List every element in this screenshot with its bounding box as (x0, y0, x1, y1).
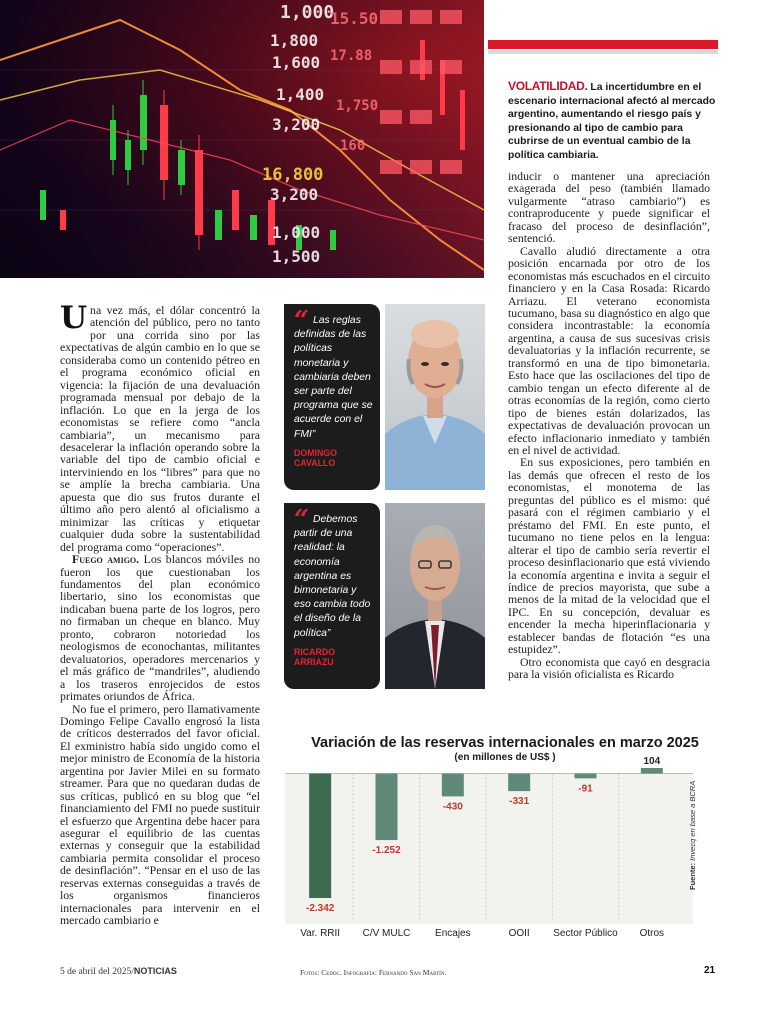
quote-author (294, 448, 374, 468)
chart-category-label: Otros (639, 928, 665, 939)
chart-category-label: Sector Público (553, 928, 618, 939)
ticker-4: 1,600 (272, 53, 321, 72)
footer-credits: Fotos: Cedoc. Infografía: Fernando San Martín. (300, 968, 447, 977)
chart-category-label: C/V MULC (362, 928, 411, 939)
article-column-right (508, 170, 710, 681)
ticker-1: 1,000 (280, 2, 335, 23)
magazine-brand: NOTICIAS (133, 966, 177, 976)
chart-bar (376, 774, 398, 841)
ticker-9: 1,500 (272, 247, 321, 266)
source-text: Invecq en base a BCRA (688, 780, 697, 863)
article-paragraph (60, 553, 260, 702)
chart-subtitle: (en millones de US$ ) (454, 752, 556, 763)
quote-text (294, 505, 374, 641)
ticker-6: 16,800 (262, 165, 324, 185)
chart-category-label: Var. RRII (300, 928, 341, 939)
ticker-8: 1,000 (272, 223, 321, 242)
chart-bar (641, 768, 663, 774)
issue-date: 5 de abril del 2025/ (60, 967, 134, 977)
paragraph-text: Los blancos móviles no fueron los que cuestionaban los fundamentos del plan económico libertario, sino los economistas que indicaban buena parte de los logros, pero no firmaban un cheque en blanco. Muy pronto, cobraron notoriedad los neologismos de econochantas, militantes devaluatorios, operadores mercenarios y el más gráfico de “mandriles”, aludiendo a los traseros enrojecidos de estos primates oriundos de África. (60, 552, 260, 704)
caption-keyword: VOLATILIDAD. (508, 79, 588, 93)
chart-value-label: -1.252 (372, 845, 401, 857)
chart-value-label: -430 (442, 801, 463, 813)
chart-category-label: OOII (508, 928, 530, 939)
article-paragraph: Cavallo aludió directamente a otra posición encarnada por otro de los economistas más escuchados en el circuito financiero y en la Casa Rosada: Ricardo Arriazu. El veterano economista tucumano, basa su diagnóstico en algo que considera incontrastable: la economía argentina, a causa de sus sucesivas crisis devaluatorias y la inflación recurrente, se transformó en una de tipo bimonetaria. Esto hace que las oscilaciones del tipo de cambio tengan un efecto diferente al de otras economías de la región, como cierto tipo de bienes están dolarizados, las expectativas de devaluación provocan un efecto inflacionario inmediato y también en el nivel de actividad. (508, 243, 710, 457)
portrait-arriazu-photo (385, 503, 485, 689)
chart-source (688, 781, 697, 890)
source-lead: Fuente: (688, 862, 697, 890)
quote-mark-icon: “ (294, 306, 309, 336)
article-paragraph: No fue el primero, pero llamativamente Domingo Felipe Cavallo engrosó la lista de críticos desterrados del favor oficial. El exministro había sido ungido como el mejor ministro de Economía de la historia argentina por Javier Milei en su formato streamer. Para que no quedaran dudas de sus críticas, publicó en su blog que “el financiamiento del FMI no puede sustituir el esfuerzo que Argentina debe hacer para asegurar el equilibrio de las cuentas externas y conseguir que la estabilidad cambiaria permita consolidar el proceso de desinflación”. “Pensar en el uso de las reservas externas conseguidas a través de los organismos financieros internacionales para intervenir en el mercado cambiario e (60, 701, 260, 928)
article-paragraph: inducir o mantener una apreciación exagerada del peso (también llamado vulgarmente “atraso cambiario”) es contraproducente y puede significar el fracaso del proceso de desinflación”, sentenció. (508, 169, 710, 246)
author-first-name: DOMINGO (294, 447, 338, 458)
article-column-left (60, 300, 260, 928)
footer-date (60, 966, 177, 977)
paragraph-text: na vez más, el dólar concentró la atención del público, pero no tanto por una corrida sino por las expectativas de algún cambio en lo que se consideraba como un contenido pétreo en el programa económico oficial en vigencia: la fijación de una devaluación programada mensual por debajo de la inflación. Lo que en la jerga de los economistas se refiere como “ancla cambiaria”, un mecanismo para desacelerar la inflación operando sobre la variable del tipo de cambio oficial e interviniendo en los “libres” para que no se amplíe la brecha cambiaria. Una apuesta que dio sus frutos durante el último año pero alentó al oficialismo a minimizar las críticas y etiquetar cualquier duda sobre la sustentabilidad del programa como “operaciones”. (60, 303, 260, 554)
ticker-3: 1,800 (270, 31, 319, 50)
ticker-13: 1,750 (336, 98, 379, 114)
photo-caption (508, 80, 718, 163)
chart-bar (508, 774, 530, 792)
candlestick-illustration (0, 0, 484, 278)
article-paragraph (60, 300, 260, 554)
pull-quote-arriazu (284, 503, 380, 689)
portrait-cavallo-photo (385, 304, 485, 490)
chart-bar (442, 774, 464, 797)
ticker-7: 3,200 (270, 185, 319, 204)
chart-bar (309, 774, 331, 898)
drop-cap: U (60, 300, 88, 336)
article-paragraph: Otro economista que cayó en desgracia para la visión oficialista es Ricardo (508, 654, 710, 682)
chart-value-label: -331 (509, 796, 530, 808)
chart-plot-area (285, 774, 693, 924)
quote-author (294, 647, 374, 667)
ticker-2: 15.50 (330, 9, 379, 28)
page-number: 21 (704, 965, 716, 976)
quote-body: Las reglas definidas de las políticas monetaria y cambiaria deben ser parte del programa que se acuerde con el FMI” (294, 315, 373, 440)
author-last-name: CAVALLO (294, 457, 336, 468)
chart-value-label: -91 (578, 783, 593, 795)
chart-category-label: Encajes (435, 928, 471, 939)
chart-value-label: -2.342 (305, 903, 335, 914)
ticker-5: 3,200 (272, 115, 321, 134)
quote-body: Debemos partir de una realidad: la economía argentina es bimonetaria y eso cambia todo el diseño de la política” (294, 514, 371, 639)
gray-accent-rule (488, 50, 718, 54)
pull-quote-cavallo (284, 304, 380, 490)
chart-title: Variación de las reservas internacionales en marzo 2025 (311, 735, 699, 751)
ticker-10: 1,400 (276, 85, 325, 104)
quote-text (294, 306, 374, 442)
quote-mark-icon: “ (294, 505, 309, 535)
ticker-11: 17.88 (330, 48, 373, 64)
section-lead: Fuego amigo. (72, 552, 140, 567)
author-last-name: ARRIAZU (294, 656, 334, 667)
ticker-12: 160 (340, 138, 366, 154)
hero-stock-chart-image (0, 0, 484, 278)
article-paragraph: En sus exposiciones, pero también en las demás que ofrecen el resto de los economistas, el monotema de las preguntas del público es el mismo: qué pasará con el régimen cambiario y el préstamo del FMI. En este punto, el tucumano no tiene pelos en la lengua: alterar el tipo de cambio sería revertir el proceso desinflacionario que está viviendo la economía argentina e invita a seguir el índice de precios mayorista, que sube a menos de la mitad de la velocidad que el IPC. En su concepción, devaluar es encender la mecha hiperinflacionaria y establecer bandas de flotación “es una estupidez”. (508, 455, 710, 657)
author-first-name: RICARDO (294, 646, 336, 657)
chart-bar (575, 774, 597, 779)
chart-value-label: 104 (643, 756, 661, 767)
caption-text: La incertidumbre en el escenario internacional afectó al mercado argentino, aumentando el riesgo país y presionando al tipo de cambio para cubrirse de un eventual cambio de la política cambiaria. (508, 82, 716, 161)
red-accent-rule (488, 40, 718, 49)
